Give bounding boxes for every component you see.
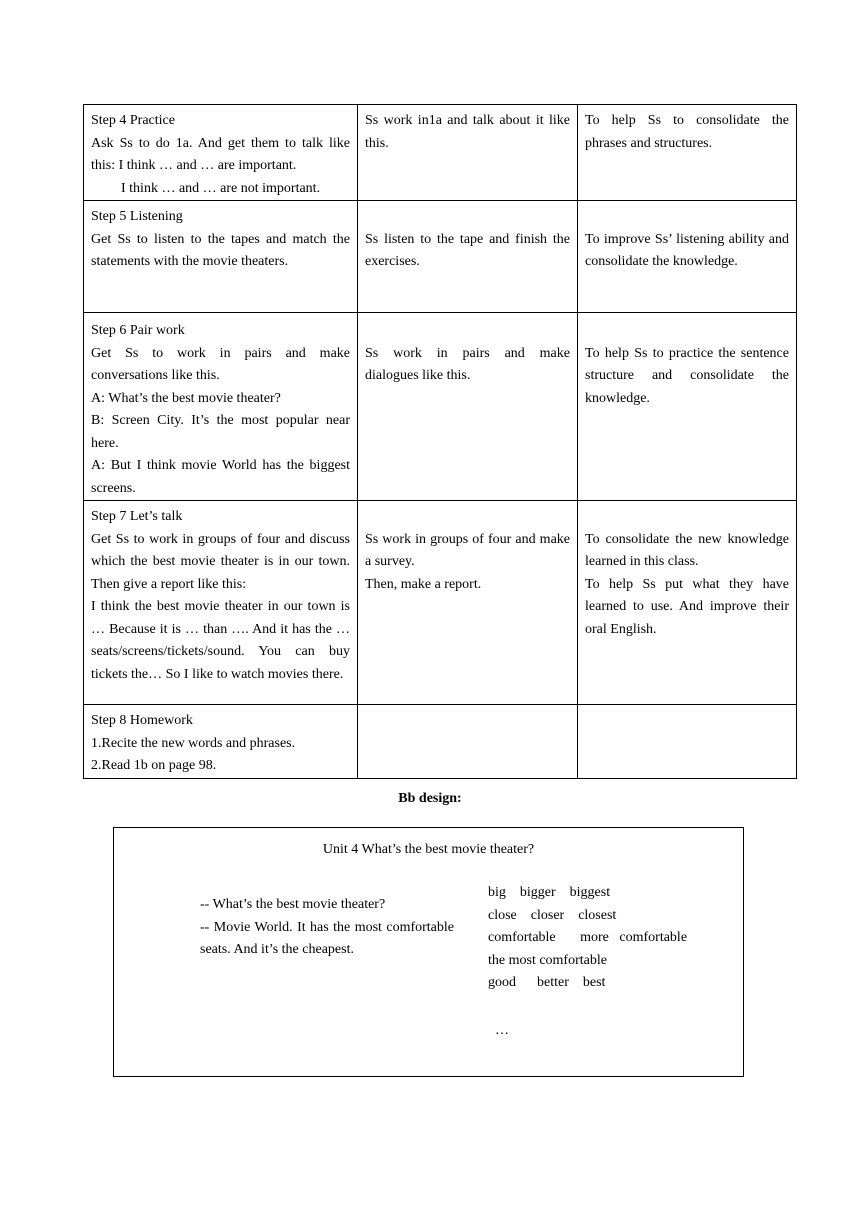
dialog-line: -- What’s the best movie theater? [200,897,386,912]
step-instruction: I think … and … are not important. [121,180,321,196]
step-title: Step 7 Let’s talk [91,509,183,524]
student-activity-text: Ss listen to the tape and finish the exercises. [365,231,570,269]
comparison-word-list [488,882,708,995]
step-instruction: 2.Read 1b on page 98. [91,758,217,773]
purpose-text: To help Ss to consolidate the phrases and structures. [585,113,789,151]
word-forms: comfortable more comfortable [488,930,688,945]
purpose-text: To improve Ss’ listening ability and consolidate the knowledge. [585,231,789,269]
bb-design-title: Bb design: [398,791,462,806]
purpose-cell [578,705,797,779]
step-instruction: 1.Recite the new words and phrases. [91,735,296,751]
step-instruction: Get Ss to work in groups of four and discuss which the best movie theater is in our town. Then give a report like this: [91,531,350,592]
step-instruction: Get Ss to listen to the tapes and match the statements with the movie theaters. [91,231,350,269]
teacher-activity-cell [84,501,358,705]
step-title: Step 8 Homework [91,713,193,728]
student-activity-text: Ss work in groups of four and make a survey. [365,531,570,569]
student-activity-text: Ss work in pairs and make dialogues like this. [365,345,570,383]
blackboard-design-box [113,827,744,1077]
unit-title: Unit 4 What’s the best movie theater? [322,842,535,857]
table-row [84,201,797,313]
table-row [84,705,797,779]
student-activity-cell [358,705,578,779]
word-forms: the most comfortable [488,952,607,968]
purpose-cell [578,201,797,313]
dialogue-line: A: But I think movie World has the biggest screens. [91,458,350,496]
bb-dialog [200,894,454,962]
purpose-text: To help Ss to practice the sentence structure and consolidate the knowledge. [585,345,789,406]
step-title: Step 4 Practice [91,113,175,128]
teacher-activity-cell [84,201,358,313]
dialogue-line: B: Screen City. It’s the most popular near here. [91,413,350,451]
table-row [84,313,797,501]
lesson-plan-table [83,104,797,779]
step-title: Step 5 Listening [91,209,183,224]
teacher-activity-cell [84,105,358,201]
step-title: Step 6 Pair work [91,323,185,338]
step-instruction: Get Ss to work in pairs and make conversations like this. [91,345,350,383]
student-activity-text: Then, make a report. [365,576,482,592]
purpose-cell [578,105,797,201]
ellipsis: … [495,1023,509,1038]
student-activity-text: Ss work in1a and talk about it like this. [365,113,570,151]
word-forms: close closer closest [488,907,617,923]
purpose-cell [578,501,797,705]
dialog-line: -- Movie World. It has the most comfortable seats. And it’s the cheapest. [200,919,454,957]
student-activity-cell [358,105,578,201]
teacher-activity-cell [84,705,358,779]
word-forms: good better best [488,975,606,990]
student-activity-cell [358,201,578,313]
dialogue-line: A: What’s the best movie theater? [91,390,281,406]
purpose-text: To consolidate the new knowledge learned in this class. [585,531,789,569]
table-row [84,501,797,705]
purpose-cell [578,313,797,501]
step-instruction: Ask Ss to do 1a. And get them to talk like this: I think … and … are important. [91,135,350,173]
student-activity-cell [358,501,578,705]
teacher-activity-cell [84,313,358,501]
word-forms: big bigger biggest [488,885,611,900]
table-row [84,105,797,201]
student-activity-cell [358,313,578,501]
purpose-text: To help Ss put what they have learned to use. And improve their oral English. [585,576,789,637]
step-instruction: I think the best movie theater in our town is … Because it is … than …. And it has the … seats/screens/tickets/sound. You can buy tickets the… So I like to watch movies there. [91,599,350,682]
